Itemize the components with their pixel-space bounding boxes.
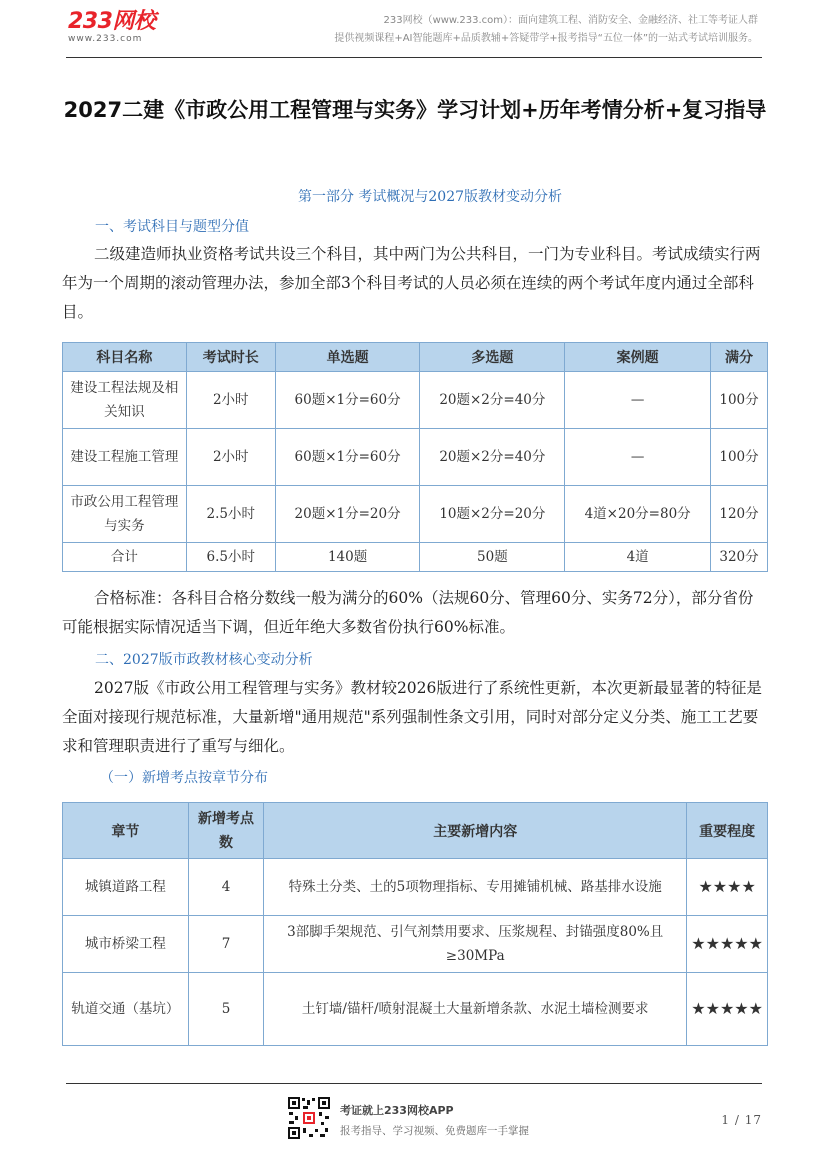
table-cell: 2.5小时 bbox=[186, 486, 275, 543]
table-cell: 20题×1分=20分 bbox=[275, 486, 420, 543]
table-cell: 7 bbox=[188, 916, 263, 973]
table-cell: 建设工程法规及相关知识 bbox=[63, 372, 187, 429]
page-number: 1 / 17 bbox=[721, 1113, 762, 1127]
header-description bbox=[334, 12, 758, 48]
importance-stars: ★★★★★ bbox=[687, 973, 768, 1046]
table-cell: 城市桥梁工程 bbox=[63, 916, 189, 973]
table-cell: 建设工程施工管理 bbox=[63, 429, 187, 486]
page-header bbox=[0, 0, 830, 60]
table-cell: 60题×1分=60分 bbox=[275, 372, 420, 429]
table-cell: 100分 bbox=[711, 429, 768, 486]
table-header-cell: 重要程度 bbox=[687, 803, 768, 859]
app-promo-title: 考证就上233网校APP bbox=[340, 1104, 454, 1117]
part-heading: 第一部分 考试概况与2027版教材变动分析 bbox=[297, 189, 563, 205]
paragraph-exam-overview: 二级建造师执业资格考试共设三个科目，其中两门为公共科目，一门为专业科目。考试成绩实行两年为一个周期的滚动管理办法，参加全部3个科目考试的人员必须在连续的两个考试年度内通过全部科目。 bbox=[62, 245, 761, 321]
table-cell: 5 bbox=[188, 973, 263, 1046]
importance-stars: ★★★★ bbox=[687, 859, 768, 916]
header-divider bbox=[66, 57, 762, 58]
table-cell: — bbox=[565, 372, 711, 429]
table-cell: 土钉墙/锚杆/喷射混凝土大量新增条款、水泥土墙检测要求 bbox=[264, 973, 687, 1046]
table-row bbox=[63, 372, 768, 429]
table-cell: 50题 bbox=[420, 543, 565, 572]
table-cell: 3部脚手架规范、引气剂禁用要求、压浆规程、封锚强度80%且≥30MPa bbox=[264, 916, 687, 973]
table-header-cell: 单选题 bbox=[275, 343, 420, 372]
subsection-heading: （一）新增考点按章节分布 bbox=[100, 770, 268, 786]
document-title: 2027二建《市政公用工程管理与实务》学习计划+历年考情分析+复习指导 bbox=[63, 98, 767, 122]
table-cell: — bbox=[565, 429, 711, 486]
table-header-cell: 章节 bbox=[63, 803, 189, 859]
qr-code-icon[interactable] bbox=[287, 1096, 331, 1140]
table-cell: 120分 bbox=[711, 486, 768, 543]
logo-url: www.233.com bbox=[68, 34, 143, 44]
table-cell: 2小时 bbox=[186, 372, 275, 429]
paragraph-textbook-changes: 2027版《市政公用工程管理与实务》教材较2026版进行了系统性更新，本次更新最显著的特征是全面对接现行规范标准，大量新增"通用规范"系列强制性条文引用，同时对部分定义分类、施工工艺要求和管理职责进行了重写与细化。 bbox=[62, 679, 762, 755]
importance-stars: ★★★★★ bbox=[687, 916, 768, 973]
table-cell: 4道 bbox=[565, 543, 711, 572]
table-cell: 140题 bbox=[275, 543, 420, 572]
table-header-cell: 科目名称 bbox=[63, 343, 187, 372]
table-header-cell: 主要新增内容 bbox=[264, 803, 687, 859]
section-heading-1: 一、考试科目与题型分值 bbox=[95, 219, 249, 235]
table-row bbox=[63, 973, 768, 1046]
footer-divider bbox=[66, 1083, 762, 1084]
table-cell: 4 bbox=[188, 859, 263, 916]
app-promo-desc: 报考指导、学习视频、免费题库一手掌握 bbox=[340, 1125, 529, 1137]
table-cell: 特殊土分类、土的5项物理指标、专用摊铺机械、路基排水设施 bbox=[264, 859, 687, 916]
site-logo[interactable] bbox=[68, 10, 155, 44]
table-cell: 2小时 bbox=[186, 429, 275, 486]
new-points-table bbox=[62, 802, 768, 1046]
table-cell: 320分 bbox=[711, 543, 768, 572]
header-desc-line1: 233网校（www.233.com）：面向建筑工程、消防安全、金融经济、社工等考证人群 bbox=[383, 15, 758, 26]
table-header-cell: 满分 bbox=[711, 343, 768, 372]
header-desc-line2: 提供视频课程+AI智能题库+品质教辅+答疑带学+报考指导“五位一体”的一站式考试培训服务。 bbox=[334, 33, 758, 44]
table-cell: 6.5小时 bbox=[186, 543, 275, 572]
table-cell: 100分 bbox=[711, 372, 768, 429]
table-cell: 4道×20分=80分 bbox=[565, 486, 711, 543]
table-header-cell: 案例题 bbox=[565, 343, 711, 372]
paragraph-pass-standard: 合格标准：各科目合格分数线一般为满分的60%（法规60分、管理60分、实务72分），部分省份可能根据实际情况适当下调，但近年绝大多数省份执行60%标准。 bbox=[62, 589, 754, 636]
table-row-total bbox=[63, 543, 768, 572]
table-cell: 城镇道路工程 bbox=[63, 859, 189, 916]
table-cell: 合计 bbox=[63, 543, 187, 572]
exam-subjects-table bbox=[62, 342, 768, 572]
table-cell: 10题×2分=20分 bbox=[420, 486, 565, 543]
table-row bbox=[63, 916, 768, 973]
table-header-cell: 新增考点数 bbox=[188, 803, 263, 859]
table-cell: 市政公用工程管理与实务 bbox=[63, 486, 187, 543]
table-header-row bbox=[63, 803, 768, 859]
table-header-row bbox=[63, 343, 768, 372]
table-row bbox=[63, 859, 768, 916]
table-header-cell: 考试时长 bbox=[186, 343, 275, 372]
table-row bbox=[63, 486, 768, 543]
table-cell: 60题×1分=60分 bbox=[275, 429, 420, 486]
table-cell: 20题×2分=40分 bbox=[420, 372, 565, 429]
table-row bbox=[63, 429, 768, 486]
table-cell: 轨道交通（基坑） bbox=[63, 973, 189, 1046]
table-header-cell: 多选题 bbox=[420, 343, 565, 372]
section-heading-2: 二、2027版市政教材核心变动分析 bbox=[95, 652, 313, 668]
table-cell: 20题×2分=40分 bbox=[420, 429, 565, 486]
logo-text: 233网校 bbox=[68, 9, 156, 34]
